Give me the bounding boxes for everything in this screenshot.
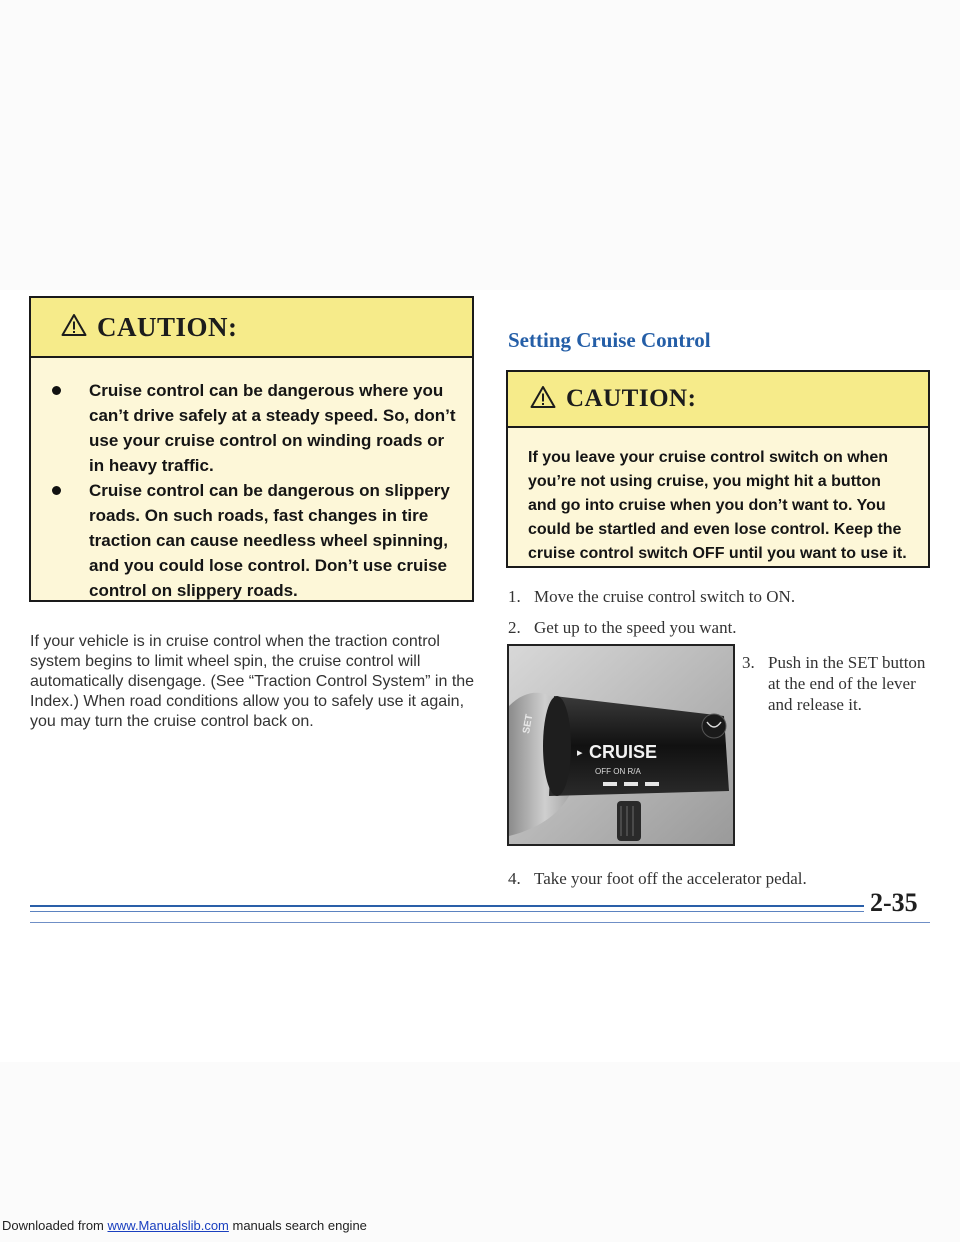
caution-title: CAUTION: — [97, 311, 238, 342]
step-1: 1. Move the cruise control switch to ON. — [508, 587, 796, 606]
page-number: 2-35 — [870, 888, 918, 917]
step-2: 2. Get up to the speed you want. — [508, 618, 737, 637]
page-rule-thick — [30, 905, 864, 907]
warning-triangle-icon — [530, 385, 556, 414]
cruise-lever-illustration — [509, 646, 733, 844]
caution-text: If you leave your cruise control switch on when you’re not using cruise, you might hit a button and go into cruise when you don’t want to. You could be startled and even lose control. Keep the cruise control switch OFF until you want to use it. — [528, 449, 907, 562]
section-heading: Setting Cruise Control — [508, 328, 711, 352]
step-4: 4. Take your foot off the accelerator pedal. — [508, 869, 807, 888]
caution-bullet: Cruise control can be dangerous where you can’t drive safely at a steady speed. So, don’t use your cruise control on winding roads or in heavy traffic. — [43, 378, 456, 478]
bullet-dot-icon — [52, 486, 61, 495]
download-footer: Downloaded from www.Manualslib.com manuals search engine — [2, 1218, 367, 1233]
page-rule-thin — [30, 911, 864, 912]
caution-title: CAUTION: — [566, 385, 697, 412]
caution-box-left — [29, 296, 474, 602]
lever-cruise-label: CRUISE — [589, 742, 658, 762]
lever-switch-positions: OFF ON R/A — [595, 767, 641, 776]
caution-header — [31, 298, 472, 358]
caution-box-right — [506, 370, 930, 568]
page-rule-right — [30, 922, 930, 923]
set-button-label: SET — [521, 713, 536, 735]
traction-control-paragraph: If your vehicle is in cruise control when the traction control system begins to limit wheel spin, the cruise control will automatically disengage. (See “Traction Control System” in the Index.) When road conditions allow you to safely use it again, you may turn the cruise control back on. — [30, 633, 475, 730]
warning-triangle-icon — [61, 313, 87, 342]
svg-text:▸: ▸ — [577, 747, 583, 759]
caution-bullet: Cruise control can be dangerous on slippery roads. On such roads, fast changes in tire traction can cause needless wheel spinning, and you could lose control. Don’t use cruise control on slippery roads. — [43, 478, 456, 603]
caution-bullet-list — [31, 358, 472, 603]
bullet-dot-icon — [52, 386, 61, 395]
manualslib-link[interactable]: www.Manualslib.com — [107, 1218, 229, 1233]
step-3: 3. Push in the SET button at the end of the lever and release it. — [742, 653, 926, 714]
cruise-lever-photo — [507, 644, 735, 846]
caution-header — [508, 372, 928, 428]
